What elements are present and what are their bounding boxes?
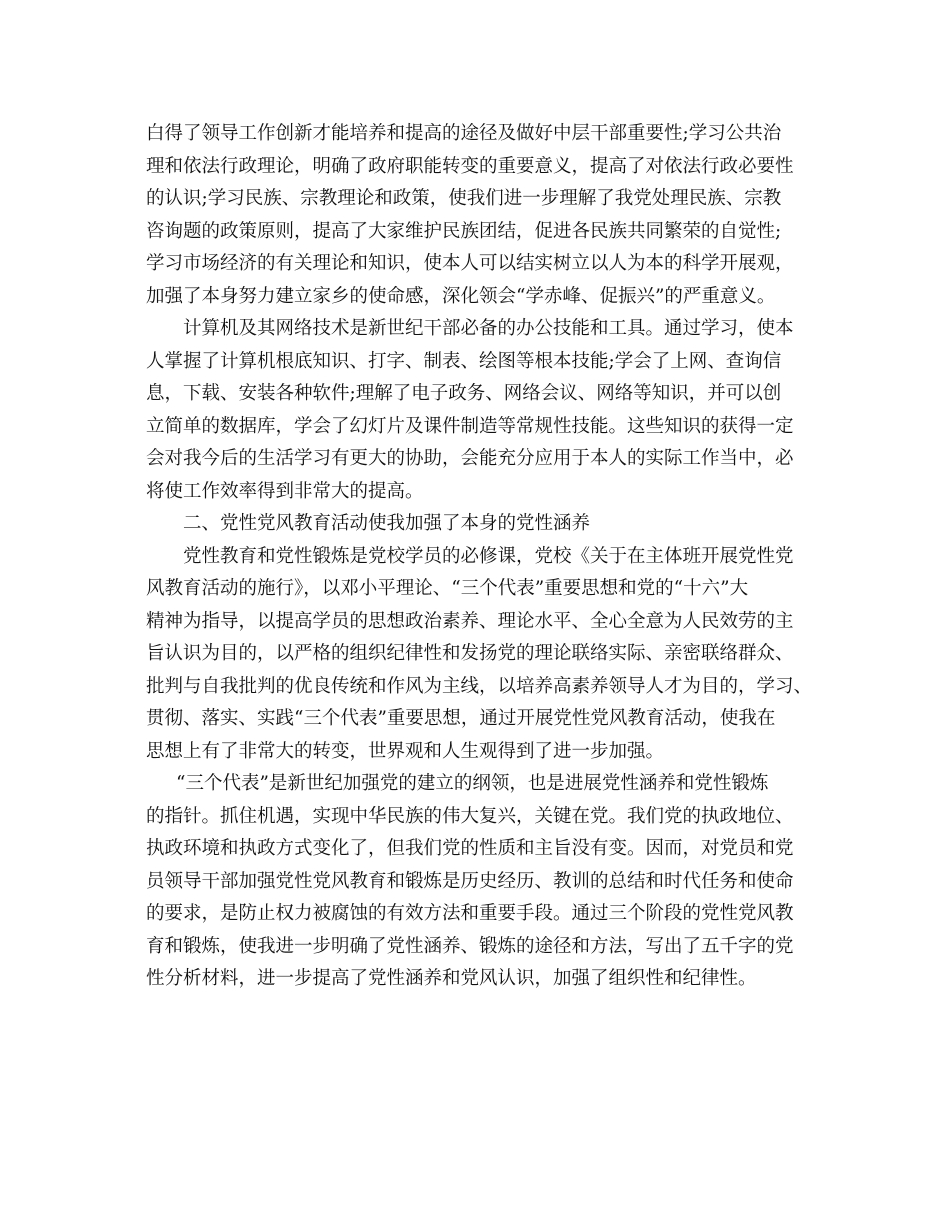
text-line: 执政环境和执政方式变化了，但我们党的性质和主旨没有变。因而，对党员和党 (146, 838, 794, 859)
text-line: 员领导干部加强党性党风教育和锻炼是历史经历、教训的总结和时代任务和使命 (146, 870, 794, 892)
text-line: 的要求，是防止权力被腐蚀的有效方法和重要手段。通过三个阶段的党性党风教 (146, 903, 794, 924)
text-line: 批判与自我批判的优良传统和作风为主线，以培养高素养领导人才为目的，学习、 (146, 675, 813, 697)
text-line: 性分析材料，进一步提高了党性涵养和党风认识，加强了组织性和纪律性。 (146, 968, 757, 989)
text-line: 息，下载、安装各种软件;理解了电子政务、网络会议、网络等知识，并可以创 (146, 383, 782, 404)
document-body (146, 118, 813, 996)
text-line: 将使工作效率得到非常大的提高。 (146, 480, 424, 502)
text-line: 学习市场经济的有关理论和知识，使本人可以结实树立以人为本的科学开展观， (146, 253, 794, 274)
text-line: 贯彻、落实、实践“三个代表”重要思想，通过开展党性党风教育活动，使我在 (146, 708, 776, 729)
section-heading: 二、党性党风教育活动使我加强了本身的党性涵养 (183, 513, 591, 534)
text-line: 的指针。抓住机遇，实现中华民族的伟大复兴，关键在党。我们党的执政地位、 (146, 805, 794, 827)
text-line: 精神为指导，以提高学员的思想政治素养、理论水平、全心全意为人民效劳的主 (146, 610, 794, 632)
text-line: 人掌握了计算机根底知识、打字、制表、绘图等根本技能;学会了上网、查询信 (146, 350, 782, 372)
text-line: 会对我今后的生活学习有更大的协助，会能充分应用于本人的实际工作当中，必 (146, 448, 794, 469)
text-line: 旨认识为目的，以严格的组织纪律性和发扬党的理论联络实际、亲密联络群众、 (146, 643, 794, 664)
paragraph-start-line: “三个代表”是新世纪加强党的建立的纲领，也是进展党性涵养和党性锻炼 (176, 773, 769, 794)
text-line: 立简单的数据库，学会了幻灯片及课件制造等常规性技能。这些知识的获得一定 (146, 415, 794, 437)
paragraph-start-line: 党性教育和党性锻炼是党校学员的必修课，党校《关于在主体班开展党性党 (183, 545, 794, 567)
text-line: 理和依法行政理论，明确了政府职能转变的重要意义，提高了对依法行政必要性 (146, 155, 794, 177)
text-line: 风教育活动的施行》，以邓小平理论、“三个代表”重要思想和党的“十六”大 (146, 578, 749, 599)
text-line: 加强了本身努力建立家乡的使命感，深化领会“学赤峰、促振兴”的严重意义。 (146, 285, 776, 307)
text-line: 育和锻炼，使我进一步明确了党性涵养、锻炼的途径和方法，写出了五千字的党 (146, 935, 794, 957)
text-line: 咨询题的政策原则，提高了大家维护民族团结，促进各民族共同繁荣的自觉性; (146, 220, 782, 242)
text-line: 思想上有了非常大的转变，世界观和人生观得到了进一步加强。 (146, 740, 665, 762)
paragraph-start-line: 计算机及其网络技术是新世纪干部必备的办公技能和工具。通过学习，使本 (183, 318, 794, 339)
text-line: 白得了领导工作创新才能培养和提高的途径及做好中层干部重要性;学习公共治 (146, 123, 782, 144)
text-line: 的认识;学习民族、宗教理论和政策，使我们进一步理解了我党处理民族、宗教 (146, 188, 782, 209)
